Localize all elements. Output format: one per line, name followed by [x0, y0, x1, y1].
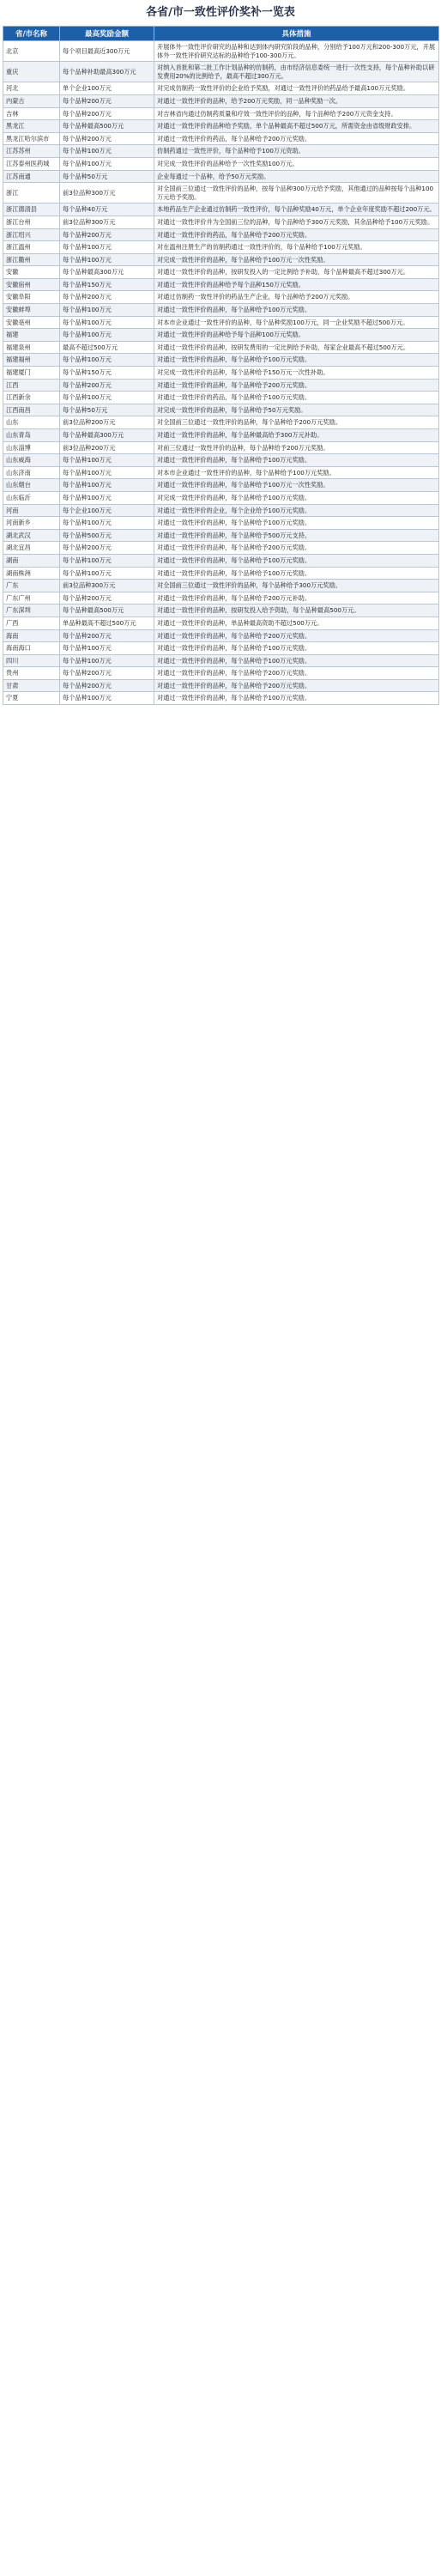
table-row	[3, 329, 439, 342]
region-cell: 福建	[3, 329, 60, 342]
measure-cell: 本地药品生产企业通过仿制药一致性评价，每个品种奖励40万元，单个企业年度奖励不超过200万元。	[154, 204, 439, 216]
table-row	[3, 542, 439, 555]
region-cell: 河南	[3, 504, 60, 517]
measure-cell: 对通过一致性评价的品种，每个品种给予200万元奖励。	[154, 679, 439, 692]
measure-cell: 对前三位通过一致性评价的品种，每个品种给予200万元奖励。	[154, 441, 439, 454]
measure-cell: 对通过一致性评价的品种给予每个品种100万元奖励。	[154, 329, 439, 342]
max-amount-cell: 每个品种100万元	[60, 692, 154, 705]
measure-cell: 对通过一致性评价的企业，每个企业给予100万元奖励。	[154, 504, 439, 517]
region-cell: 河南新乡	[3, 517, 60, 530]
measure-cell: 对吉林省内通过仿制药质量和疗效一致性评价的品种，每个品种给予200万元资金支持。	[154, 107, 439, 120]
table-row	[3, 554, 439, 567]
max-amount-cell: 每个品种100万元	[60, 157, 154, 170]
column-header-region: 省/市名称	[3, 27, 60, 41]
measure-cell: 企业每通过一个品种，给予50万元奖励。	[154, 170, 439, 183]
measure-cell: 对通过一致性评价的品种，每个品种给予200万元奖励。	[154, 629, 439, 642]
table-row	[3, 479, 439, 492]
measure-cell: 对通过一致性评价的品种，每个品种给予100万元奖励。	[154, 654, 439, 667]
table-row	[3, 441, 439, 454]
max-amount-cell: 每个品种100万元	[60, 392, 154, 404]
max-amount-cell: 前3位品种300万元	[60, 580, 154, 592]
region-cell: 安徽	[3, 266, 60, 279]
region-cell: 浙江德清县	[3, 204, 60, 216]
region-cell: 福建厦门	[3, 367, 60, 380]
region-cell: 山东淄博	[3, 441, 60, 454]
table-row	[3, 605, 439, 617]
max-amount-cell: 每个品种补助最高300万元	[60, 62, 154, 82]
region-cell: 吉林	[3, 107, 60, 120]
region-cell: 江西新余	[3, 392, 60, 404]
region-cell: 安徽宿州	[3, 278, 60, 291]
measure-cell: 对通过一致性评价的品种，按研发费用的一定比例给予补助，每家企业最高不超过500万元。	[154, 341, 439, 354]
table-row	[3, 278, 439, 291]
max-amount-cell: 每个品种200万元	[60, 592, 154, 605]
region-cell: 河北	[3, 82, 60, 95]
region-cell: 江苏苏州	[3, 145, 60, 158]
region-cell: 安徽亳州	[3, 316, 60, 329]
column-header-max-amount: 最高奖励金额	[60, 27, 154, 41]
table-row	[3, 667, 439, 680]
max-amount-cell: 每个品种200万元	[60, 379, 154, 392]
region-cell: 湖北武汉	[3, 529, 60, 542]
max-amount-cell: 单个企业100万元	[60, 82, 154, 95]
region-cell: 海南海口	[3, 642, 60, 655]
table-row	[3, 592, 439, 605]
max-amount-cell: 每个品种100万元	[60, 253, 154, 266]
max-amount-cell: 每个品种200万元	[60, 542, 154, 555]
max-amount-cell: 每个品种200万元	[60, 94, 154, 107]
max-amount-cell: 每个品种200万元	[60, 291, 154, 304]
table-row	[3, 404, 439, 416]
measure-cell: 对通过一致性评价的品种，每个品种给予100万元奖励。	[154, 304, 439, 317]
measure-cell: 对通过一致性评价的品种，每个品种给予100万元奖励。	[154, 554, 439, 567]
table-row	[3, 132, 439, 145]
region-cell: 山东济南	[3, 466, 60, 479]
max-amount-cell: 每个品种150万元	[60, 278, 154, 291]
measure-cell: 对完成一致性评价的品种，每个品种给予100万元奖励。	[154, 491, 439, 504]
table-row	[3, 392, 439, 404]
measure-cell: 对通过一致性评价的品种，每个品种给予100万元奖励。	[154, 517, 439, 530]
max-amount-cell: 每个品种100万元	[60, 654, 154, 667]
max-amount-cell: 每个品种100万元	[60, 466, 154, 479]
region-cell: 福建泉州	[3, 341, 60, 354]
table-row	[3, 642, 439, 655]
max-amount-cell: 每个品种200万元	[60, 667, 154, 680]
measure-cell: 仿制药通过一致性评价，每个品种给予100万元资助。	[154, 145, 439, 158]
region-cell: 江西南昌	[3, 404, 60, 416]
max-amount-cell: 每个品种100万元	[60, 304, 154, 317]
region-cell: 江苏南通	[3, 170, 60, 183]
table-row	[3, 379, 439, 392]
measure-cell: 对通过一致性评价的品种，每个品种给予100万元奖励。	[154, 567, 439, 580]
table-row	[3, 228, 439, 241]
region-cell: 广东广州	[3, 592, 60, 605]
table-row	[3, 304, 439, 317]
region-cell: 浙江衢州	[3, 253, 60, 266]
measure-cell: 对通过一致性评价的品种，每个品种给予500万元支持。	[154, 529, 439, 542]
measure-cell: 对通过一致性评价的药品，每个品种给予100万元奖励。	[154, 392, 439, 404]
max-amount-cell: 前3位品种200万元	[60, 441, 154, 454]
region-cell: 浙江	[3, 183, 60, 204]
region-cell: 浙江绍兴	[3, 228, 60, 241]
measure-cell: 对通过一致性评价的品种，每个品种给予200万元奖励。	[154, 542, 439, 555]
measure-cell: 对通过仿制药一致性评价的药品生产企业，每个品种给予200万元奖励。	[154, 291, 439, 304]
measure-cell: 对全国前三位通过一致性评价的品种，每个品种给予300万元奖励。	[154, 580, 439, 592]
table-row	[3, 504, 439, 517]
table-row	[3, 367, 439, 380]
table-row	[3, 517, 439, 530]
table-row	[3, 62, 439, 82]
measure-cell: 对通过一致性评价的品种，每个品种给予100万元一次性奖励。	[154, 479, 439, 492]
region-cell: 浙江温州	[3, 241, 60, 254]
measure-cell: 对通过一致性评价的品种，每个品种给予200万元补助。	[154, 592, 439, 605]
table-row	[3, 491, 439, 504]
max-amount-cell: 每个品种40万元	[60, 204, 154, 216]
measure-cell: 对通过一致性评价的品种，每个品种给予100万元奖励。	[154, 692, 439, 705]
max-amount-cell: 每个品种100万元	[60, 354, 154, 367]
max-amount-cell: 每个品种100万元	[60, 145, 154, 158]
max-amount-cell: 每个品种100万元	[60, 454, 154, 467]
measure-cell: 对完成一致性评价的品种给予一次性奖励100万元。	[154, 157, 439, 170]
subsidy-table	[3, 26, 439, 705]
region-cell: 重庆	[3, 62, 60, 82]
table-row	[3, 145, 439, 158]
region-cell: 山东临沂	[3, 491, 60, 504]
measure-cell: 对本市企业通过一致性评价的品种，每个品种奖励100万元，同一企业奖励不超过500万元。	[154, 316, 439, 329]
table-header-row	[3, 27, 439, 41]
table-row	[3, 266, 439, 279]
region-cell: 山东青岛	[3, 429, 60, 442]
region-cell: 安徽阜阳	[3, 291, 60, 304]
table-row	[3, 679, 439, 692]
table-row	[3, 454, 439, 467]
max-amount-cell: 每个品种最高500万元	[60, 605, 154, 617]
table-row	[3, 120, 439, 133]
table-row	[3, 41, 439, 62]
page-title: 各省/市一致性评价奖补一览表	[146, 6, 295, 19]
measure-cell: 对通过一致性评价的品种给予每个品种150万元奖励。	[154, 278, 439, 291]
region-cell: 黑龙江哈尔滨市	[3, 132, 60, 145]
table-row	[3, 170, 439, 183]
max-amount-cell: 每个品种50万元	[60, 170, 154, 183]
measure-cell: 对通过一致性评价的品种，每个品种给予100万元奖励。	[154, 354, 439, 367]
max-amount-cell: 每个品种200万元	[60, 679, 154, 692]
measure-cell: 对通过一致性评价的药品，每个品种给予200万元奖励。	[154, 132, 439, 145]
region-cell: 广西	[3, 617, 60, 629]
region-cell: 北京	[3, 41, 60, 62]
max-amount-cell: 前3位品种200万元	[60, 416, 154, 429]
table-row	[3, 429, 439, 442]
max-amount-cell: 每个品种最高300万元	[60, 266, 154, 279]
measure-cell: 对通过一致性评价的品种，按研发投入的一定比例给予补助，每个品种最高不超过300万元。	[154, 266, 439, 279]
region-cell: 宁夏	[3, 692, 60, 705]
region-cell: 湖南	[3, 554, 60, 567]
max-amount-cell: 每个品种100万元	[60, 491, 154, 504]
table-row	[3, 341, 439, 354]
max-amount-cell: 每个品种200万元	[60, 629, 154, 642]
measure-cell: 对通过一致性评价的品种，按研发投入给予资助，每个品种最高500万元。	[154, 605, 439, 617]
max-amount-cell: 每个品种50万元	[60, 404, 154, 416]
region-cell: 福建福州	[3, 354, 60, 367]
max-amount-cell: 单品种最高不超过500万元	[60, 617, 154, 629]
table-row	[3, 157, 439, 170]
table-row	[3, 416, 439, 429]
region-cell: 山东烟台	[3, 479, 60, 492]
region-cell: 安徽蚌埠	[3, 304, 60, 317]
table-row	[3, 654, 439, 667]
max-amount-cell: 每个品种100万元	[60, 329, 154, 342]
region-cell: 江西	[3, 379, 60, 392]
table-row	[3, 183, 439, 204]
max-amount-cell: 每个品种150万元	[60, 367, 154, 380]
max-amount-cell: 每个品种100万元	[60, 479, 154, 492]
region-cell: 湖南株洲	[3, 567, 60, 580]
region-cell: 广东深圳	[3, 605, 60, 617]
region-cell: 贵州	[3, 667, 60, 680]
measure-cell: 对全国前三位通过一致性评价的品种，按每个品种300万元给予奖励，其他通过的品种按每个品种100万元给予奖励。	[154, 183, 439, 204]
max-amount-cell: 每个企业100万元	[60, 504, 154, 517]
measure-cell: 对通过一致性评价的品种，给予200万元奖励，同一品种奖励一次。	[154, 94, 439, 107]
column-header-measures: 具体措施	[154, 27, 439, 41]
max-amount-cell: 每个品种100万元	[60, 642, 154, 655]
max-amount-cell: 每个品种100万元	[60, 567, 154, 580]
table-row	[3, 617, 439, 629]
table-row	[3, 629, 439, 642]
measure-cell: 对通过一致性评价并为全国前三位的品种，每个品种给予300万元奖励，其余品种给予100万元奖励。	[154, 216, 439, 228]
measure-cell: 对本市企业通过一致性评价的品种，每个品种给予100万元奖励。	[154, 466, 439, 479]
table-row	[3, 692, 439, 705]
measure-cell: 对完成仿制药一致性评价的企业给予奖励，对通过一致性评价的药品给予最高100万元奖励。	[154, 82, 439, 95]
table-row	[3, 241, 439, 254]
max-amount-cell: 每个品种500万元	[60, 529, 154, 542]
table-row	[3, 107, 439, 120]
measure-cell: 对完成一致性评价的品种，每个品种给予50万元奖励。	[154, 404, 439, 416]
max-amount-cell: 每个品种最高300万元	[60, 429, 154, 442]
region-cell: 海南	[3, 629, 60, 642]
region-cell: 浙江台州	[3, 216, 60, 228]
table-row	[3, 94, 439, 107]
region-cell: 甘肃	[3, 679, 60, 692]
measure-cell: 对在温州注册生产的仿制药通过一致性评价的，每个品种给予100万元奖励。	[154, 241, 439, 254]
measure-cell: 对通过一致性评价的品种，每个品种给予100万元奖励。	[154, 642, 439, 655]
region-cell: 江苏泰州医药城	[3, 157, 60, 170]
region-cell: 黑龙江	[3, 120, 60, 133]
max-amount-cell: 每个品种100万元	[60, 554, 154, 567]
table-row	[3, 567, 439, 580]
max-amount-cell: 每个品种100万元	[60, 316, 154, 329]
max-amount-cell: 每个品种200万元	[60, 107, 154, 120]
measure-cell: 对通过一致性评价的品种，每个品种给予200万元奖励。	[154, 667, 439, 680]
measure-cell: 对完成一致性评价的品种，每个品种给予100万元一次性奖励。	[154, 253, 439, 266]
region-cell: 内蒙古	[3, 94, 60, 107]
measure-cell: 对通过一致性评价的品种，单品种最高资助不超过500万元。	[154, 617, 439, 629]
max-amount-cell: 每个品种100万元	[60, 241, 154, 254]
table-row	[3, 82, 439, 95]
region-cell: 四川	[3, 654, 60, 667]
measure-cell: 对通过一致性评价的品种，每个品种给予100万元奖励。	[154, 454, 439, 467]
region-cell: 广东	[3, 580, 60, 592]
measure-cell: 对通过一致性评价的品种，每个品种给予200万元奖励。	[154, 379, 439, 392]
max-amount-cell: 每个品种200万元	[60, 132, 154, 145]
table-row	[3, 204, 439, 216]
table-body	[3, 41, 439, 705]
max-amount-cell: 每个品种最高500万元	[60, 120, 154, 133]
measure-cell: 对通过一致性评价的药品，每个品种给予200万元奖励。	[154, 228, 439, 241]
measure-cell: 对通过一致性评价的品种，每个品种最高给予300万元补助。	[154, 429, 439, 442]
max-amount-cell: 前3位品种300万元	[60, 216, 154, 228]
table-row	[3, 291, 439, 304]
table-row	[3, 529, 439, 542]
table-row	[3, 466, 439, 479]
measure-cell: 对通过一致性评价的品种给予奖励，单个品种最高不超过500万元，所需资金由省级财政安排。	[154, 120, 439, 133]
table-row	[3, 253, 439, 266]
table-row	[3, 216, 439, 228]
table-row	[3, 580, 439, 592]
measure-cell: 开展体外一致性评价研究的品种和达到体内研究阶段的品种，分别给予100万元和200-300万元，开展体外一致性评价研究达标的品种给予100-300万元。	[154, 41, 439, 62]
max-amount-cell: 前3位品种300万元	[60, 183, 154, 204]
measure-cell: 对纳入首批和第二批工作计划品种的仿制药，由市经济信息委统一进行一次性支持，每个品种补助以研发费用20%的比例给予，最高不超过300万元。	[154, 62, 439, 82]
max-amount-cell: 每个品种100万元	[60, 517, 154, 530]
table-row	[3, 354, 439, 367]
max-amount-cell: 每个项目最高近300万元	[60, 41, 154, 62]
measure-cell: 对全国前三位通过一致性评价的品种，每个品种给予200万元奖励。	[154, 416, 439, 429]
table-row	[3, 316, 439, 329]
max-amount-cell: 每个品种200万元	[60, 228, 154, 241]
region-cell: 山东	[3, 416, 60, 429]
region-cell: 湖北宜昌	[3, 542, 60, 555]
region-cell: 山东威海	[3, 454, 60, 467]
measure-cell: 对完成一致性评价的品种，每个品种给予150万元一次性补助。	[154, 367, 439, 380]
max-amount-cell: 最高不超过500万元	[60, 341, 154, 354]
